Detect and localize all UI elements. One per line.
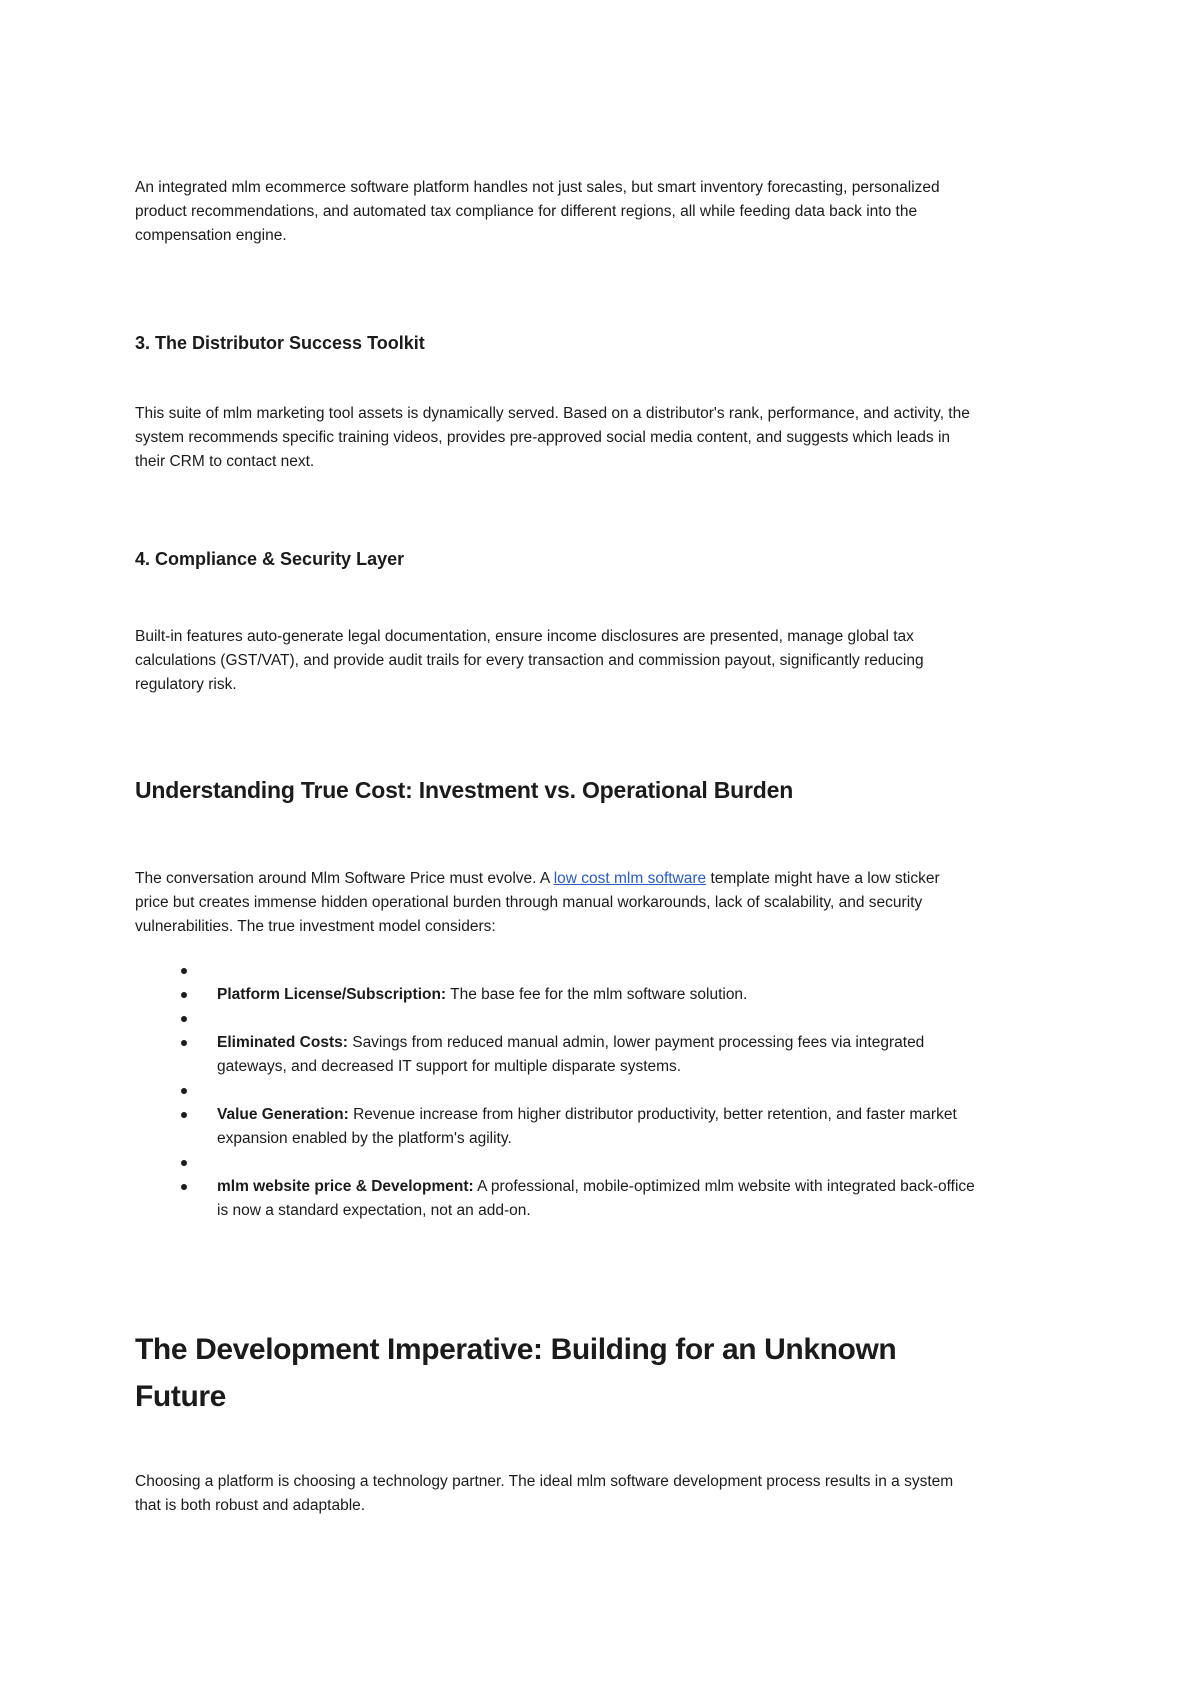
paragraph-text-after-link: template might have a low sticker price but creates immense hidden operational burden through manual workarounds, lack of scalability, and security vulnerabilities. The true investment model considers: — [135, 870, 940, 935]
heading-line-1: The Development Imperative: Building for an Unknown — [135, 1333, 897, 1366]
list-item — [135, 983, 975, 1007]
list-item-empty — [135, 959, 975, 983]
list-item — [135, 1103, 975, 1151]
development-section-heading — [135, 1326, 975, 1420]
compliance-section-heading: 4. Compliance & Security Layer — [135, 549, 405, 569]
bullet-description: A professional, mobile-optimized mlm website with integrated back-office is now a standard expectation, not an add-on. — [217, 1178, 975, 1219]
true-cost-section-heading: Understanding True Cost: Investment vs. Operational Burden — [135, 777, 794, 803]
bullet-term: Platform License/Subscription: — [217, 986, 447, 1003]
paragraph-text-before-link: The conversation around Mlm Software Price must evolve. A — [135, 870, 554, 887]
bullet-term: mlm website price & Development: — [217, 1178, 474, 1195]
list-item — [135, 1175, 975, 1223]
bullet-term: Value Generation: — [217, 1106, 349, 1123]
true-cost-intro-paragraph — [135, 867, 975, 939]
list-item — [135, 1031, 975, 1079]
investment-model-list — [135, 959, 975, 1223]
bullet-term: Eliminated Costs: — [217, 1034, 348, 1051]
bullet-description: Savings from reduced manual admin, lower payment processing fees via integrated gateways, and decreased IT support for multiple disparate systems. — [217, 1034, 925, 1075]
toolkit-section-paragraph: This suite of mlm marketing tool assets is dynamically served. Based on a distributor's rank, performance, and activity, the system recommends specific training videos, provides pre-approved social media content, and suggests which leads in their CRM to contact next. — [135, 405, 970, 470]
heading-line-2: Future — [135, 1380, 226, 1413]
intro-paragraph: An integrated mlm ecommerce software platform handles not just sales, but smart inventory forecasting, personalized product recommendations, and automated tax compliance for different regions, all while feeding data back into the compensation engine. — [135, 179, 940, 244]
low-cost-mlm-software-link[interactable]: low cost mlm software — [553, 870, 707, 887]
bullet-description: Revenue increase from higher distributor productivity, better retention, and faster market expansion enabled by the platform's agility. — [217, 1106, 957, 1147]
bullet-description: The base fee for the mlm software solution. — [446, 986, 748, 1003]
list-item-empty — [135, 1151, 975, 1175]
toolkit-section-heading: 3. The Distributor Success Toolkit — [135, 333, 425, 353]
list-item-empty — [135, 1079, 975, 1103]
list-item-empty — [135, 1007, 975, 1031]
compliance-section-paragraph: Built-in features auto-generate legal documentation, ensure income disclosures are presented, manage global tax calculations (GST/VAT), and provide audit trails for every transaction and commission payout, significantly reducing regulatory risk. — [135, 628, 924, 693]
development-section-paragraph: Choosing a platform is choosing a technology partner. The ideal mlm software development process results in a system that is both robust and adaptable. — [135, 1473, 954, 1514]
